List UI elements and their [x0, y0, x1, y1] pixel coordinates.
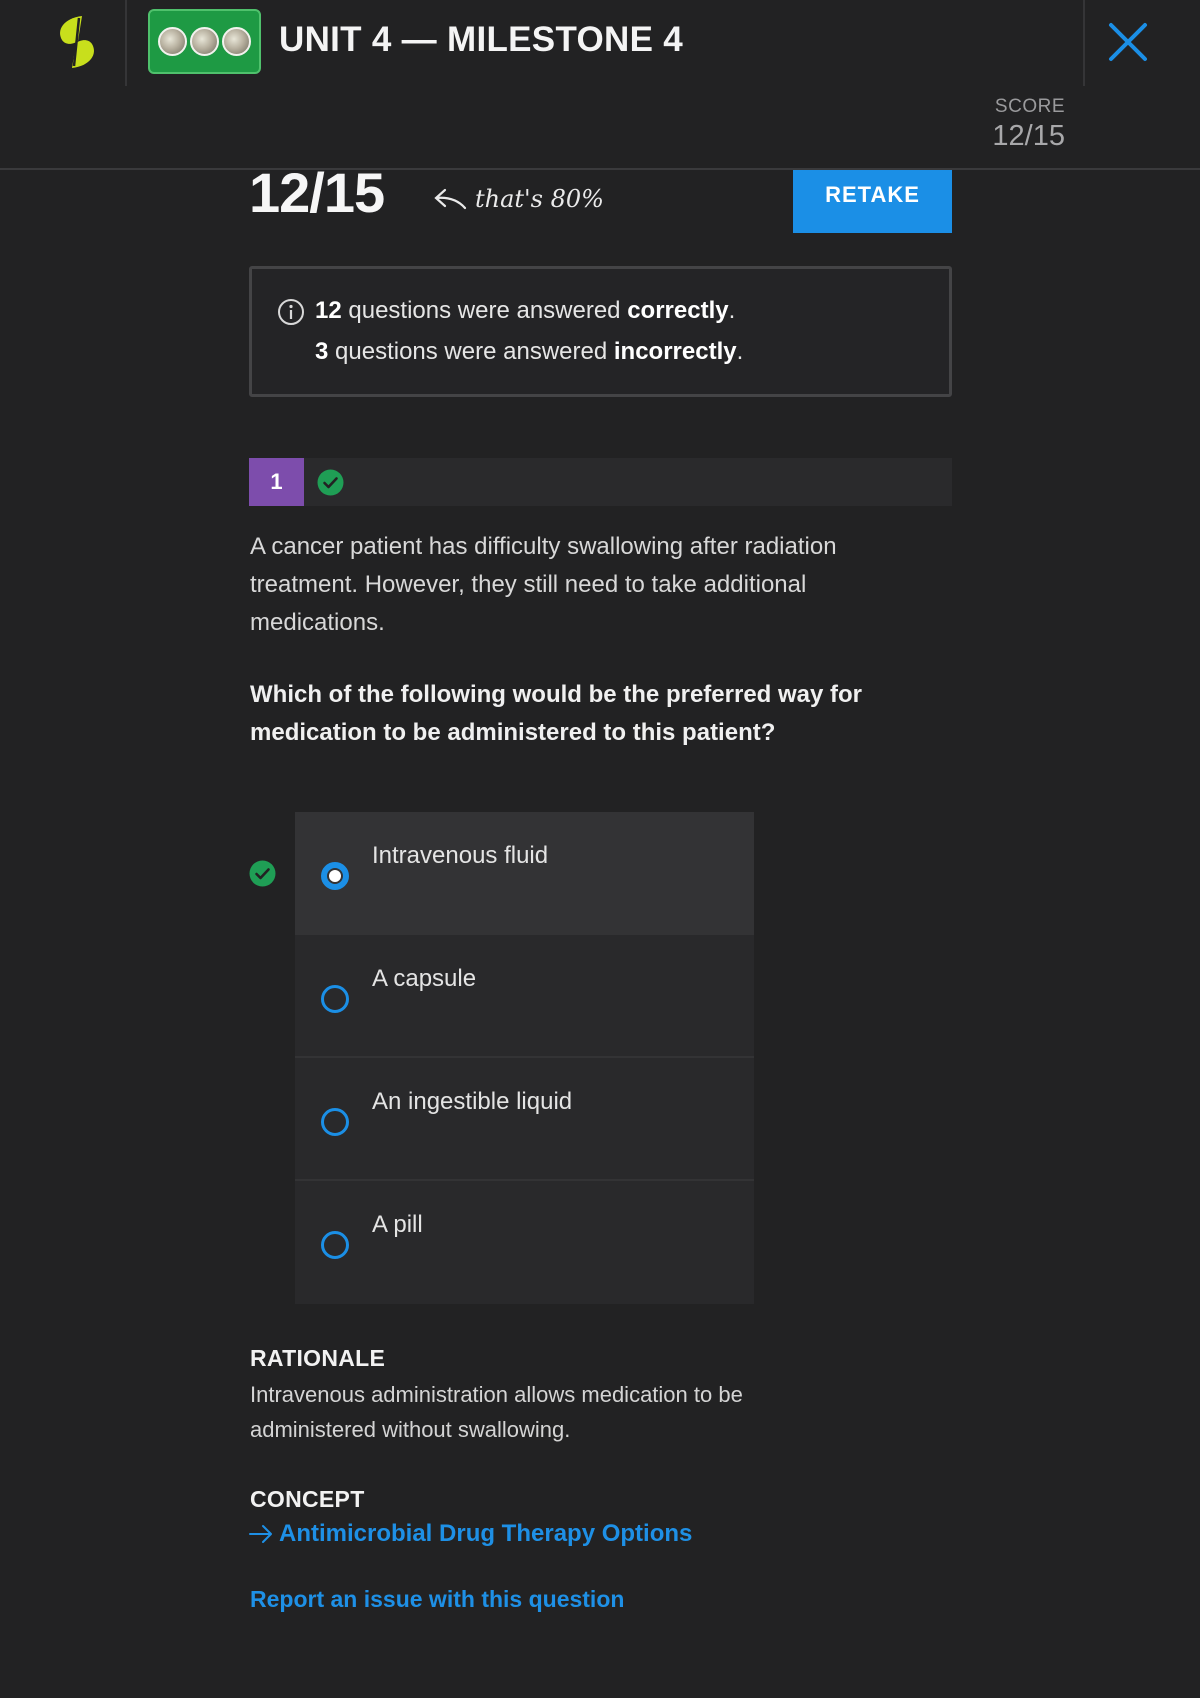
incorrect-count: 3 [315, 338, 329, 365]
percent-note-text: that's 80% [475, 185, 604, 213]
close-icon[interactable] [1106, 20, 1150, 64]
concept-title: CONCEPT [250, 1486, 365, 1512]
top-bar [0, 0, 1200, 86]
question-header [249, 458, 952, 506]
radio-icon[interactable] [321, 1231, 349, 1259]
answer-option-label: Intravenous fluid [372, 842, 549, 869]
header-divider-line [0, 168, 1200, 170]
retake-button[interactable]: RETAKE [793, 170, 952, 233]
unit-badge [148, 9, 261, 74]
question-number: 1 [249, 458, 304, 506]
badge-coin-icon [158, 27, 187, 56]
answer-option-label: A pill [372, 1211, 423, 1238]
answer-option[interactable] [295, 1058, 754, 1181]
answer-option[interactable] [295, 935, 754, 1058]
header-divider [1083, 0, 1085, 86]
question-text: A cancer patient has difficulty swallowing after radiation treatment. However, they still need to take additional medications. [250, 533, 837, 636]
selected-correct-check-icon [249, 860, 276, 887]
answer-option-label: A capsule [372, 965, 477, 992]
incorrect-text: questions were answered [328, 338, 614, 365]
answer-option[interactable] [295, 1181, 754, 1304]
incorrect-period: . [736, 338, 744, 365]
score-value: 12/15 [992, 120, 1065, 152]
arrow-right-icon [249, 1524, 273, 1544]
answer-option[interactable] [295, 812, 754, 935]
score-label: SCORE [994, 96, 1065, 117]
correct-word: correctly [627, 297, 729, 324]
answer-options [295, 812, 754, 1304]
header-score [960, 96, 1065, 153]
correct-summary [315, 297, 735, 325]
correct-check-icon [317, 469, 344, 496]
rationale-title: RATIONALE [250, 1345, 386, 1371]
logo-icon[interactable] [52, 14, 102, 70]
report-issue-link[interactable]: Report an issue with this question [250, 1586, 625, 1612]
correct-text: questions were answered [341, 297, 628, 324]
question-prompt: Which of the following would be the preferred way for medication to be administered to this patient? [250, 681, 863, 746]
percent-note [433, 185, 604, 213]
radio-icon[interactable] [321, 985, 349, 1013]
results-info-box [249, 266, 952, 397]
concept-link-label: Antimicrobial Drug Therapy Options [279, 1520, 693, 1547]
answer-option-label: An ingestible liquid [372, 1088, 573, 1115]
result-score: 12/15 [249, 161, 385, 224]
rationale-text: Intravenous administration allows medication to be administered without swallowing. [250, 1382, 743, 1442]
info-icon [277, 298, 305, 326]
radio-selected-icon[interactable] [321, 862, 349, 890]
page-title: UNIT 4 — MILESTONE 4 [279, 20, 684, 59]
incorrect-word: incorrectly [613, 338, 737, 365]
badge-coin-icon [222, 27, 251, 56]
arrow-back-icon [433, 186, 467, 212]
correct-period: . [728, 297, 736, 324]
badge-coin-icon [190, 27, 219, 56]
concept-link[interactable] [249, 1520, 692, 1548]
radio-icon[interactable] [321, 1108, 349, 1136]
header-divider [125, 0, 127, 86]
incorrect-summary [315, 338, 743, 366]
correct-count: 12 [315, 297, 342, 324]
